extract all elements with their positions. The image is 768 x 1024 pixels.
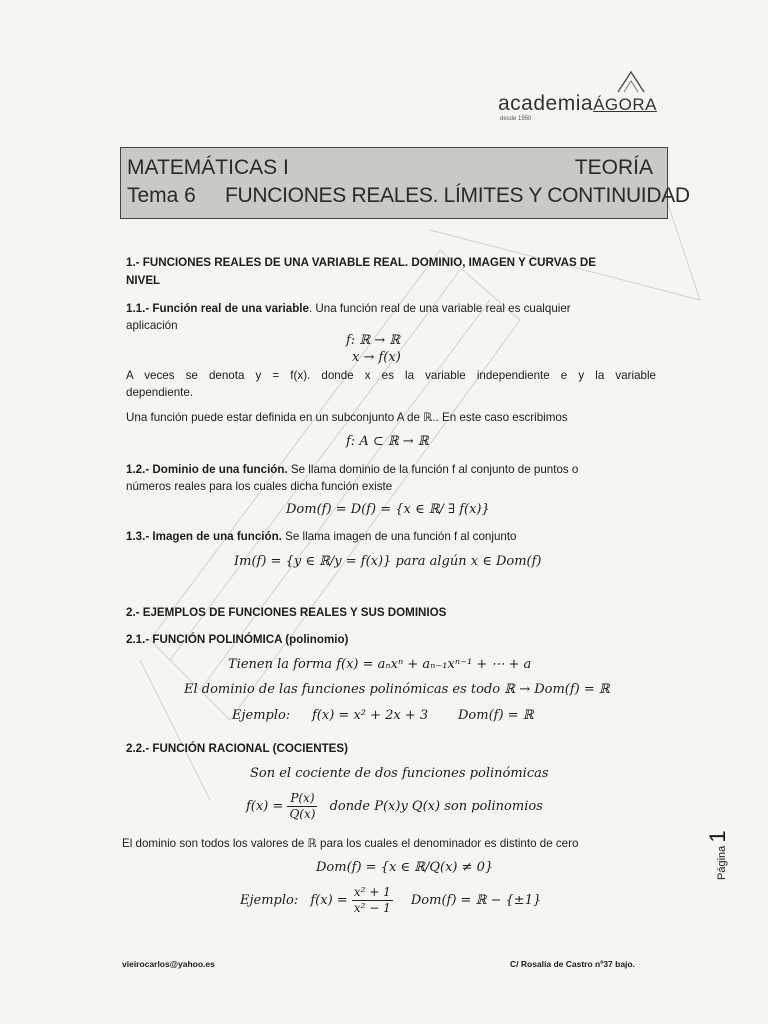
mapping-formula-1: f: ℝ → ℝ bbox=[346, 333, 401, 348]
s22-heading: 2.2.- FUNCIÓN RACIONAL (COCIENTES) bbox=[126, 742, 349, 755]
polinomio-ejemplo-dominio: Dom(f) = ℝ bbox=[458, 708, 534, 723]
dominio-formula: Dom(f) = D(f) = {x ∈ ℝ/ ∃ f(x)} bbox=[286, 502, 490, 517]
polinomio-ejemplo-formula: f(x) = x² + 2x + 3 bbox=[312, 708, 429, 723]
polinomio-ejemplo-label: Ejemplo: bbox=[232, 708, 291, 723]
footer-email: vieirocarlos@yahoo.es bbox=[122, 959, 215, 969]
denota-paragraph: A veces se denota y = f(x). donde x es la variable independiente e y la variable bbox=[126, 369, 656, 382]
racional-definition: f(x) = $\frac{P(x)}{Q(x)}$ donde P(x)y Q(x) son polinomios bbox=[246, 791, 543, 821]
s11-heading: 1.1.- Función real de una variable bbox=[126, 302, 309, 315]
s11-paragraph: 1.1.- Función real de una variable. Una función real de una variable real es cualquier bbox=[126, 302, 571, 315]
topic-title: FUNCIONES REALES. LÍMITES Y CONTINUIDAD bbox=[225, 184, 690, 207]
racional-ejemplo: Ejemplo: f(x) = $\frac{\text{x² + 1}}{\text{x² − 1}}$ Dom(f) = ℝ − {±1} bbox=[240, 885, 542, 915]
mapping-formula-3: f: A ⊂ ℝ → ℝ bbox=[346, 434, 429, 449]
section-1-title: 1.- FUNCIONES REALES DE UNA VARIABLE REAL. DOMINIO, IMAGEN Y CURVAS DE bbox=[126, 256, 597, 269]
section-kind: TEORÍA bbox=[574, 156, 653, 179]
s12-heading: 1.2.- Dominio de una función. bbox=[126, 463, 288, 476]
racional-fraction: $\frac{P(x)}{Q(x)}$ bbox=[289, 791, 316, 821]
polinomio-dominio-formula: El dominio de las funciones polinómicas es todo ℝ → Dom(f) = ℝ bbox=[184, 682, 610, 697]
racional-description: Son el cociente de dos funciones polinómicas bbox=[250, 766, 549, 781]
subconjunto-paragraph: Una función puede estar definida en un subconjunto A de ℝ.. En este caso escribimos bbox=[126, 411, 568, 424]
polinomio-form-formula: Tienen la forma f(x) = aₙxⁿ + aₙ₋₁xⁿ⁻¹ + ⋯ + a bbox=[228, 657, 532, 672]
s12-paragraph-cont: números reales para los cuales dicha función existe bbox=[126, 480, 393, 493]
s13-heading: 1.3.- Imagen de una función. bbox=[126, 530, 282, 543]
s13-paragraph: 1.3.- Imagen de una función. Se llama imagen de una función f al conjunto bbox=[126, 530, 517, 543]
page-num: 1 bbox=[705, 830, 730, 843]
section-1-title-cont: NIVEL bbox=[126, 274, 161, 287]
racional-dominio-formula: Dom(f) = {x ∈ ℝ/Q(x) ≠ 0} bbox=[316, 860, 494, 875]
s21-heading: 2.1.- FUNCIÓN POLINÓMICA (polinomio) bbox=[126, 633, 349, 646]
tema-label: Tema 6 bbox=[127, 184, 196, 207]
section-2-title: 2.- EJEMPLOS DE FUNCIONES REALES Y SUS DOMINIOS bbox=[126, 606, 447, 619]
denota-paragraph-cont: dependiente. bbox=[126, 386, 194, 399]
racional-dominio-paragraph: El dominio son todos los valores de ℝ para los cuales el denominador es distinto de cero bbox=[122, 837, 579, 850]
s11-paragraph-cont: aplicación bbox=[126, 319, 178, 332]
mapping-formula-2: x → f(x) bbox=[352, 350, 401, 365]
logo-subtitle: desde 1950 bbox=[500, 116, 532, 122]
logo-triangle-icon bbox=[614, 70, 648, 94]
title-box bbox=[120, 147, 690, 219]
subject-title: MATEMÁTICAS I bbox=[127, 156, 289, 179]
header-line-1 bbox=[127, 156, 653, 180]
page-number bbox=[705, 830, 731, 880]
page-label: Página bbox=[716, 845, 728, 880]
logo-text: academiaÁGORA bbox=[498, 92, 657, 115]
imagen-formula: Im(f) = {y ∈ ℝ/y = f(x)} para algún x ∈ Dom(f) bbox=[234, 554, 542, 569]
academia-agora-logo bbox=[496, 70, 666, 130]
header-line-2 bbox=[127, 184, 690, 208]
footer-address: C/ Rosalía de Castro nº37 bajo. bbox=[510, 959, 635, 969]
s12-paragraph: 1.2.- Dominio de una función. Se llama dominio de la función f al conjunto de puntos o bbox=[126, 463, 579, 476]
racional-ejemplo-fraction: $\frac{\text{x² + 1}}{\text{x² − 1}}$ bbox=[353, 885, 391, 915]
